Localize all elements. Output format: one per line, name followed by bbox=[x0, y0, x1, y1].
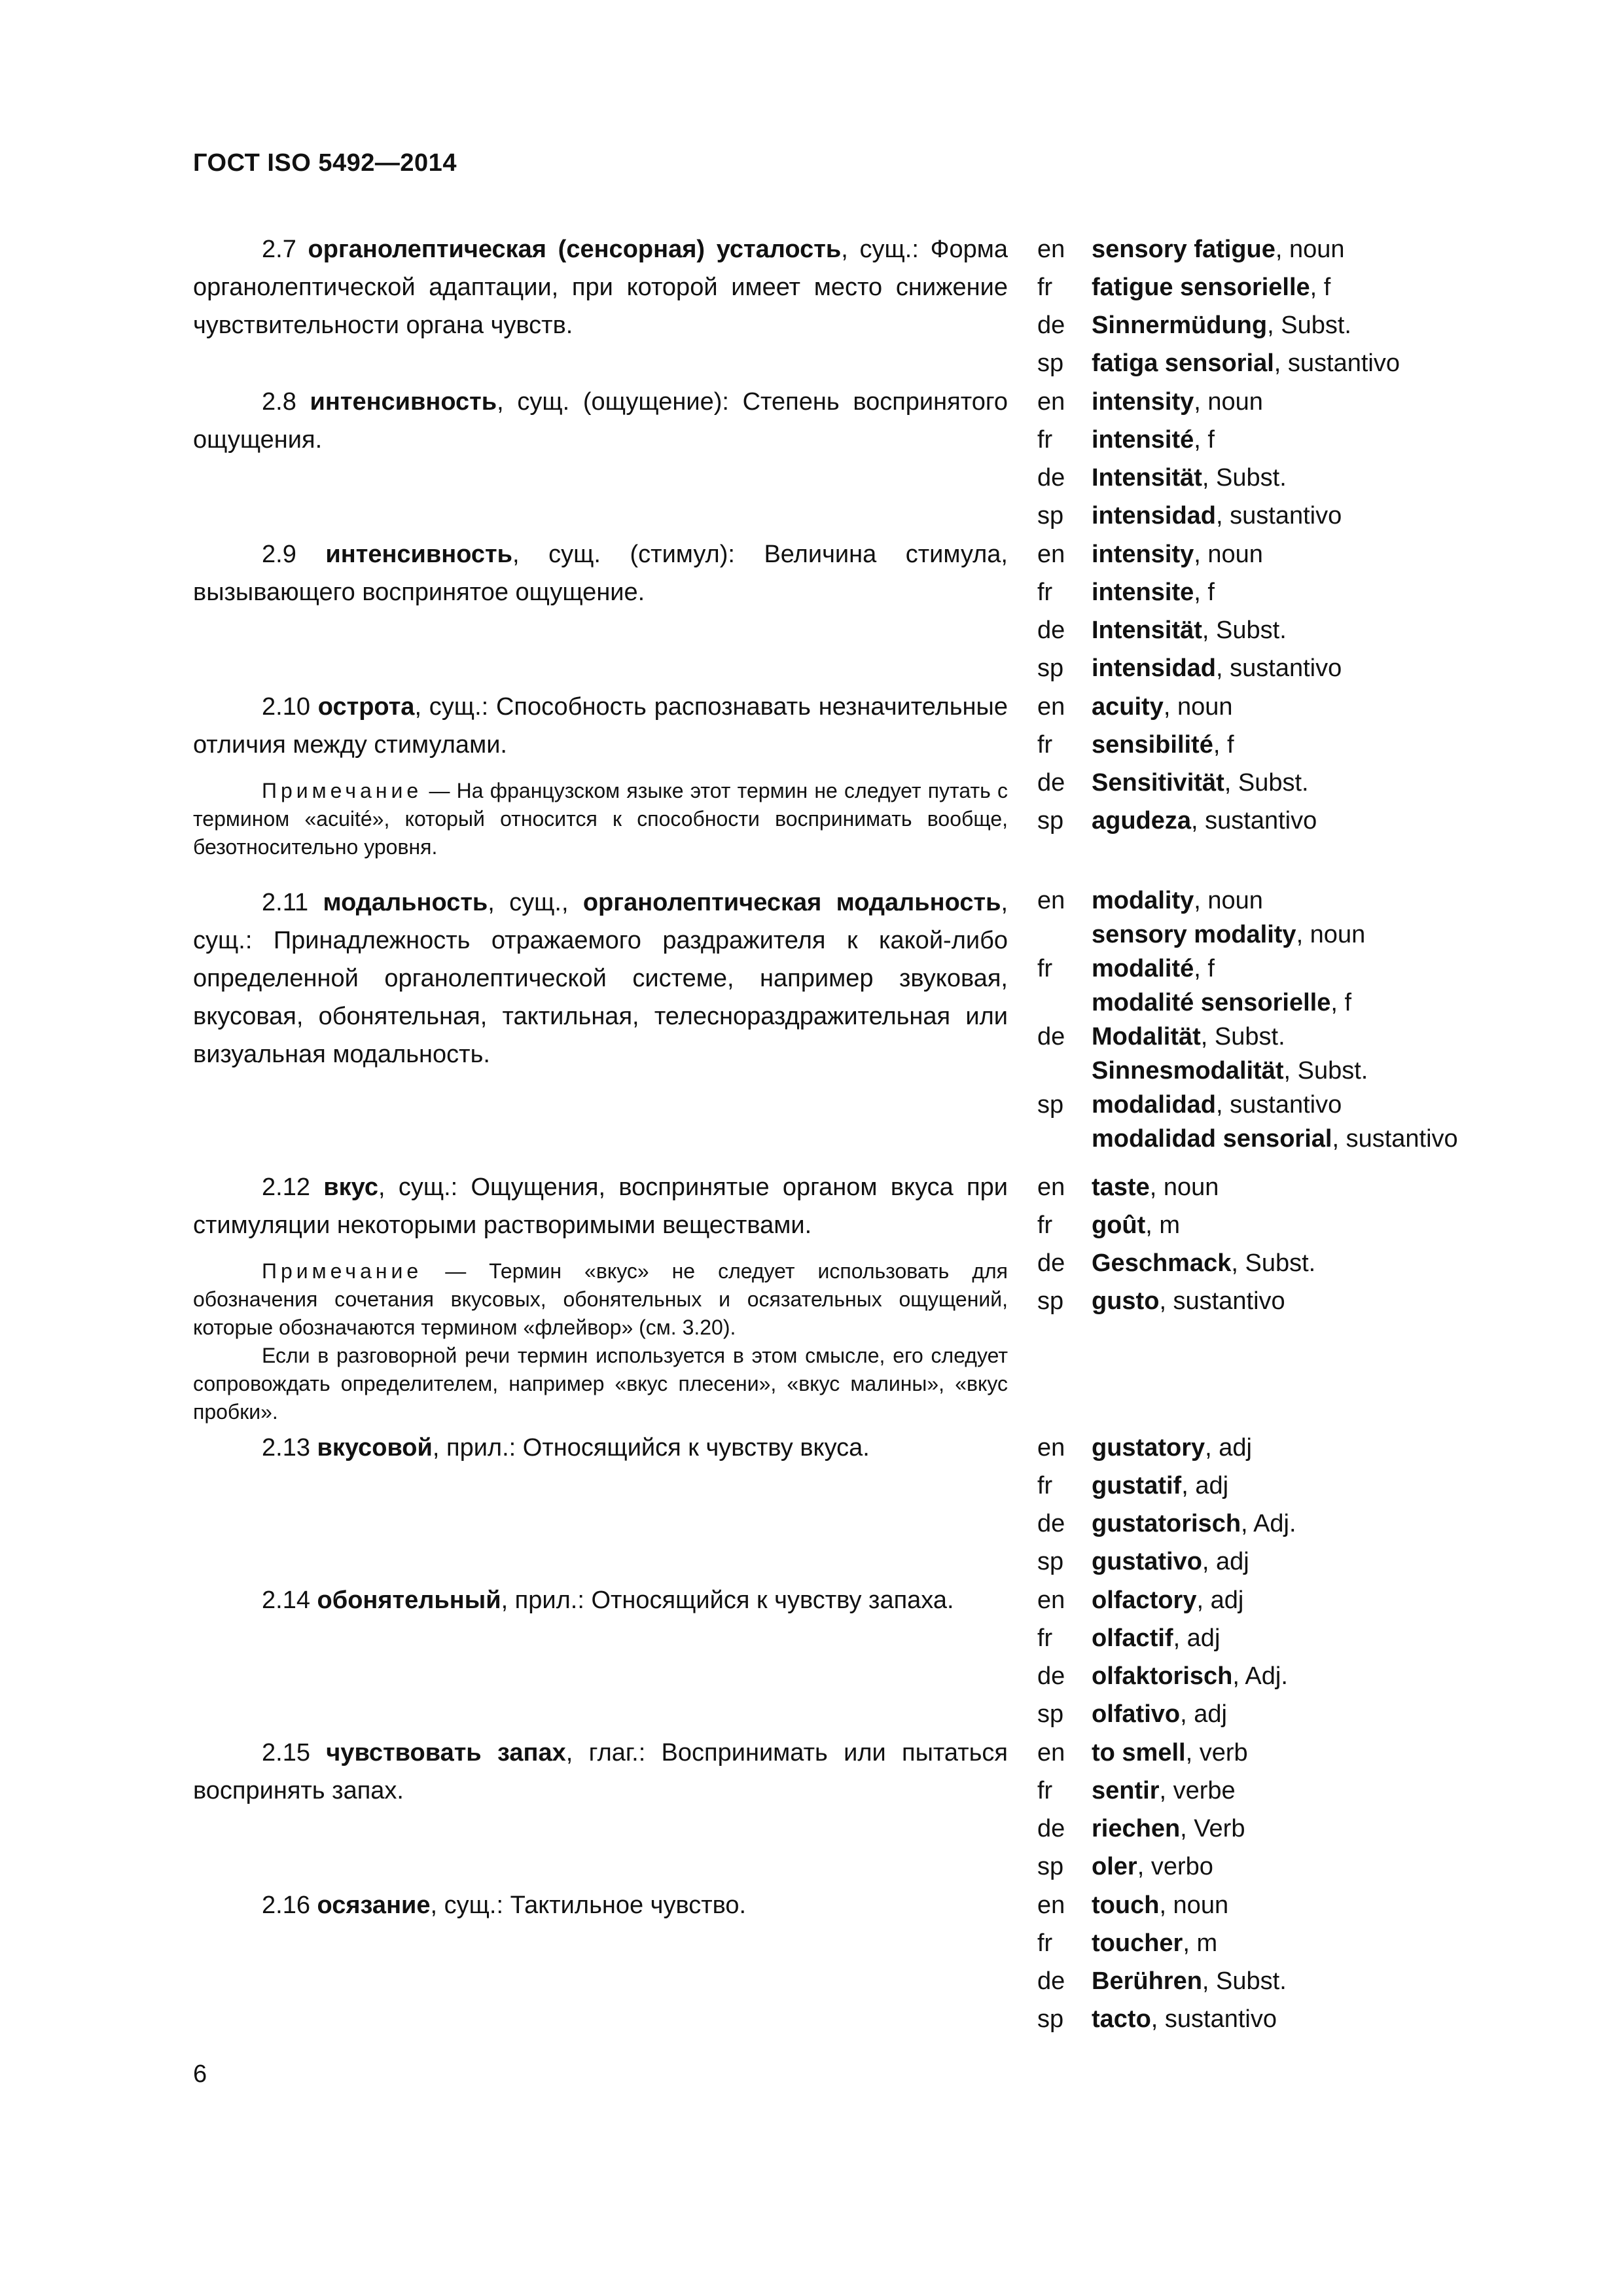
language-code: fr bbox=[1037, 955, 1053, 982]
translated-term: Geschmack, Subst. bbox=[1092, 1249, 1316, 1277]
entry-definition bbox=[193, 230, 1008, 344]
entry-number: 2.12 bbox=[262, 1174, 310, 1201]
translated-term: gusto, sustantivo bbox=[1092, 1287, 1285, 1315]
translated-term: gustativo, adj bbox=[1092, 1548, 1249, 1575]
translation-fr bbox=[1037, 268, 1613, 306]
note-label: Примечание bbox=[262, 779, 423, 802]
entry-term: вкусовой bbox=[317, 1434, 433, 1462]
translated-term: olfactif, adj bbox=[1092, 1624, 1221, 1652]
page-number: 6 bbox=[193, 2060, 207, 2088]
entry-definition bbox=[193, 1429, 1008, 1467]
translated-term: intensité, f bbox=[1092, 426, 1215, 454]
translated-term: sentir, verbe bbox=[1092, 1777, 1236, 1804]
translation-fr-synonym bbox=[1037, 986, 1613, 1020]
translated-term: modalidad, sustantivo bbox=[1092, 1091, 1342, 1119]
entry-text: , глаг.: Воспринимать или пытаться воспринять запах. bbox=[193, 1739, 1008, 1804]
translated-term: to smell, verb bbox=[1092, 1739, 1248, 1767]
translated-term: Modalität, Subst. bbox=[1092, 1023, 1285, 1050]
entry-term: модальность bbox=[323, 889, 488, 916]
entry-number: 2.13 bbox=[262, 1434, 310, 1462]
entry-term: острота bbox=[317, 693, 415, 721]
translation-sp bbox=[1037, 497, 1613, 535]
entry-text: , прил.: Относящийся к чувству запаха. bbox=[501, 1587, 954, 1614]
translated-term: sensory fatigue, noun bbox=[1092, 236, 1345, 263]
language-code: fr bbox=[1037, 1777, 1053, 1804]
translation-fr bbox=[1037, 421, 1613, 459]
entry-definition bbox=[193, 884, 1008, 1073]
entry-text: , прил.: Относящийся к чувству вкуса. bbox=[432, 1434, 870, 1462]
language-code: en bbox=[1037, 1587, 1065, 1614]
translated-term: gustatif, adj bbox=[1092, 1472, 1229, 1499]
translated-term: intensite, f bbox=[1092, 579, 1215, 606]
language-code: sp bbox=[1037, 1091, 1064, 1119]
language-code: fr bbox=[1037, 426, 1053, 454]
translated-term: modalité sensorielle, f bbox=[1092, 989, 1352, 1016]
translation-fr bbox=[1037, 573, 1613, 611]
language-code: de bbox=[1037, 464, 1065, 492]
translated-term: Intensität, Subst. bbox=[1092, 464, 1287, 492]
translated-term: olfaktorisch, Adj. bbox=[1092, 1662, 1288, 1690]
translation-en-synonym bbox=[1037, 918, 1613, 952]
translated-term: modalité, f bbox=[1092, 955, 1215, 982]
entry-number: 2.15 bbox=[262, 1739, 310, 1767]
translation-fr bbox=[1037, 726, 1613, 764]
translated-term: intensity, noun bbox=[1092, 388, 1263, 416]
translation-en bbox=[1037, 383, 1613, 421]
translation-de bbox=[1037, 1505, 1613, 1543]
language-code: de bbox=[1037, 1662, 1065, 1690]
translated-term: olfativo, adj bbox=[1092, 1700, 1227, 1728]
entry-text: , сущ.: Ощущения, воспринятые органом вкуса при стимуляции некоторыми растворимыми веществами. bbox=[193, 1174, 1008, 1239]
translation-sp bbox=[1037, 1088, 1613, 1122]
translation-fr bbox=[1037, 1619, 1613, 1657]
entry-text: , сущ.: Форма органолептической адаптации, при которой имеет место снижение чувствительности органа чувств. bbox=[193, 236, 1008, 339]
translation-de bbox=[1037, 1657, 1613, 1695]
entry-text: , сущ.: Принадлежность отражаемого раздражителя к какой-либо определенной органолептической системе, например звуковая, вкусовая, обонятельная, тактильная, телеснораздражительная или визуальная модальность. bbox=[193, 889, 1008, 1068]
entry-term: интенсивность bbox=[325, 541, 513, 568]
translated-term: goût, m bbox=[1092, 1211, 1181, 1239]
translation-sp bbox=[1037, 1282, 1613, 1320]
translated-term: sensory modality, noun bbox=[1092, 921, 1366, 948]
entry-term: осязание bbox=[317, 1892, 431, 1919]
translation-fr bbox=[1037, 952, 1613, 986]
entry-number: 2.8 bbox=[262, 388, 296, 416]
language-code: fr bbox=[1037, 1472, 1053, 1499]
translation-en bbox=[1037, 230, 1613, 268]
entry-definition bbox=[193, 1168, 1008, 1426]
note-label: Примечание bbox=[262, 1259, 423, 1283]
entry-number: 2.7 bbox=[262, 236, 296, 263]
translations bbox=[1037, 688, 1613, 840]
language-code: en bbox=[1037, 1174, 1065, 1201]
translation-sp bbox=[1037, 1695, 1613, 1733]
translation-sp bbox=[1037, 1543, 1613, 1581]
translation-de bbox=[1037, 611, 1613, 649]
translated-term: modalidad sensorial, sustantivo bbox=[1092, 1125, 1458, 1153]
entry-term: органолептическая (сенсорная) усталость bbox=[308, 236, 842, 263]
language-code: fr bbox=[1037, 1211, 1053, 1239]
translated-term: intensidad, sustantivo bbox=[1092, 502, 1342, 529]
language-code: en bbox=[1037, 887, 1065, 914]
translated-term: touch, noun bbox=[1092, 1892, 1229, 1919]
language-code: de bbox=[1037, 312, 1065, 339]
translation-de-synonym bbox=[1037, 1054, 1613, 1088]
language-code: fr bbox=[1037, 731, 1053, 759]
translated-term: agudeza, sustantivo bbox=[1092, 807, 1317, 834]
entry-definition bbox=[193, 383, 1008, 459]
translation-fr bbox=[1037, 1924, 1613, 1962]
translations bbox=[1037, 383, 1613, 535]
translations bbox=[1037, 1429, 1613, 1581]
translation-en bbox=[1037, 1429, 1613, 1467]
entry-term: интенсивность bbox=[310, 388, 497, 416]
language-code: en bbox=[1037, 1739, 1065, 1767]
entry-text: , сущ. (ощущение): Степень воспринятого ощущения. bbox=[193, 388, 1008, 454]
entry-note bbox=[193, 1257, 1008, 1426]
entry-definition bbox=[193, 535, 1008, 611]
entry-number: 2.9 bbox=[262, 541, 296, 568]
language-code: sp bbox=[1037, 2005, 1064, 2033]
translation-sp bbox=[1037, 1848, 1613, 1886]
translation-sp bbox=[1037, 2000, 1613, 2038]
language-code: en bbox=[1037, 1892, 1065, 1919]
translation-de bbox=[1037, 1244, 1613, 1282]
language-code: sp bbox=[1037, 1287, 1064, 1315]
language-code: sp bbox=[1037, 807, 1064, 834]
entry-term: чувствовать запах bbox=[326, 1739, 566, 1767]
translation-de bbox=[1037, 459, 1613, 497]
language-code: de bbox=[1037, 769, 1065, 797]
language-code: de bbox=[1037, 617, 1065, 644]
language-code: sp bbox=[1037, 1853, 1064, 1880]
translated-term: Intensität, Subst. bbox=[1092, 617, 1287, 644]
note-text-continued: Если в разговорной речи термин используется в этом смысле, его следует сопровождать определителем, например «вкус плесени», «вкус малины», «вкус пробки». bbox=[193, 1344, 1008, 1424]
entry-number: 2.16 bbox=[262, 1892, 310, 1919]
language-code: de bbox=[1037, 1815, 1065, 1842]
entry-definition bbox=[193, 1581, 1008, 1619]
entry-text: , сущ. (стимул): Величина стимула, вызывающего воспринятое ощущение. bbox=[193, 541, 1008, 606]
translated-term: Sensitivität, Subst. bbox=[1092, 769, 1309, 797]
entry-note bbox=[193, 777, 1008, 861]
language-code: en bbox=[1037, 693, 1065, 721]
note-text: — Термин «вкус» не следует использовать для обозначения сочетания вкусовых, обонятельных и осязательных ощущений, которые обозначаются термином «флейвор» (см. 3.20). bbox=[193, 1259, 1008, 1339]
translated-term: fatigue sensorielle, f bbox=[1092, 274, 1331, 301]
translations bbox=[1037, 1886, 1613, 2038]
translated-term: tacto, sustantivo bbox=[1092, 2005, 1277, 2033]
translated-term: modality, noun bbox=[1092, 887, 1263, 914]
translation-en bbox=[1037, 1581, 1613, 1619]
entry-term: обонятельный bbox=[317, 1587, 501, 1614]
language-code: sp bbox=[1037, 655, 1064, 682]
language-code: de bbox=[1037, 1510, 1065, 1537]
translation-sp bbox=[1037, 649, 1613, 687]
language-code: sp bbox=[1037, 1700, 1064, 1728]
entry-number: 2.10 bbox=[262, 693, 310, 721]
language-code: de bbox=[1037, 1249, 1065, 1277]
entry-definition bbox=[193, 1886, 1008, 1924]
translation-de bbox=[1037, 306, 1613, 344]
translated-term: gustatory, adj bbox=[1092, 1434, 1252, 1462]
translated-term: Sinnesmodalität, Subst. bbox=[1092, 1057, 1368, 1085]
translated-term: gustatorisch, Adj. bbox=[1092, 1510, 1296, 1537]
translation-fr bbox=[1037, 1772, 1613, 1810]
entry-number: 2.14 bbox=[262, 1587, 310, 1614]
language-code: en bbox=[1037, 236, 1065, 263]
entry-term: вкус bbox=[323, 1174, 378, 1201]
translated-term: oler, verbo bbox=[1092, 1853, 1213, 1880]
translated-term: intensidad, sustantivo bbox=[1092, 655, 1342, 682]
translated-term: olfactory, adj bbox=[1092, 1587, 1244, 1614]
language-code: fr bbox=[1037, 1624, 1053, 1652]
language-code: fr bbox=[1037, 274, 1053, 301]
translated-term: sensibilité, f bbox=[1092, 731, 1234, 759]
entry-text: , сущ.: Тактильное чувство. bbox=[430, 1892, 747, 1919]
entry-definition bbox=[193, 688, 1008, 861]
entry-term-synonym: органолептическая модальность bbox=[582, 889, 1001, 916]
translation-de bbox=[1037, 1810, 1613, 1848]
translation-en bbox=[1037, 1886, 1613, 1924]
language-code: de bbox=[1037, 1023, 1065, 1050]
language-code: fr bbox=[1037, 1929, 1053, 1957]
language-code: sp bbox=[1037, 350, 1064, 377]
translation-de bbox=[1037, 764, 1613, 802]
translation-en bbox=[1037, 884, 1613, 918]
language-code: sp bbox=[1037, 502, 1064, 529]
translated-term: Berühren, Subst. bbox=[1092, 1967, 1287, 1995]
translation-sp-synonym bbox=[1037, 1122, 1613, 1156]
translation-de bbox=[1037, 1020, 1613, 1054]
translations bbox=[1037, 535, 1613, 687]
translated-term: intensity, noun bbox=[1092, 541, 1263, 568]
language-code: de bbox=[1037, 1967, 1065, 1995]
translations bbox=[1037, 230, 1613, 382]
language-code: sp bbox=[1037, 1548, 1064, 1575]
note-text: — На французском языке этот термин не следует путать с термином «acuité», который относится к способности воспринимать вообще, безотносительно уровня. bbox=[193, 779, 1008, 859]
translations bbox=[1037, 1168, 1613, 1320]
translation-sp bbox=[1037, 344, 1613, 382]
language-code: en bbox=[1037, 1434, 1065, 1462]
translated-term: Sinnermüdung, Subst. bbox=[1092, 312, 1351, 339]
translation-en bbox=[1037, 1168, 1613, 1206]
translations bbox=[1037, 1734, 1613, 1886]
document-header: ГОСТ ISO 5492—2014 bbox=[193, 149, 457, 177]
translation-fr bbox=[1037, 1206, 1613, 1244]
language-code: fr bbox=[1037, 579, 1053, 606]
translations bbox=[1037, 1581, 1613, 1733]
translated-term: toucher, m bbox=[1092, 1929, 1218, 1957]
translated-term: taste, noun bbox=[1092, 1174, 1219, 1201]
translation-en bbox=[1037, 1734, 1613, 1772]
translations bbox=[1037, 884, 1613, 1156]
translation-sp bbox=[1037, 802, 1613, 840]
translation-en bbox=[1037, 535, 1613, 573]
entry-text: , сущ.: Способность распознавать незначительные отличия между стимулами. bbox=[193, 693, 1008, 759]
translation-fr bbox=[1037, 1467, 1613, 1505]
entry-text: , сущ., bbox=[488, 889, 583, 916]
entry-definition bbox=[193, 1734, 1008, 1810]
translated-term: riechen, Verb bbox=[1092, 1815, 1245, 1842]
language-code: en bbox=[1037, 388, 1065, 416]
translation-en bbox=[1037, 688, 1613, 726]
entry-number: 2.11 bbox=[262, 889, 309, 916]
translated-term: acuity, noun bbox=[1092, 693, 1233, 721]
translation-de bbox=[1037, 1962, 1613, 2000]
language-code: en bbox=[1037, 541, 1065, 568]
translated-term: fatiga sensorial, sustantivo bbox=[1092, 350, 1400, 377]
